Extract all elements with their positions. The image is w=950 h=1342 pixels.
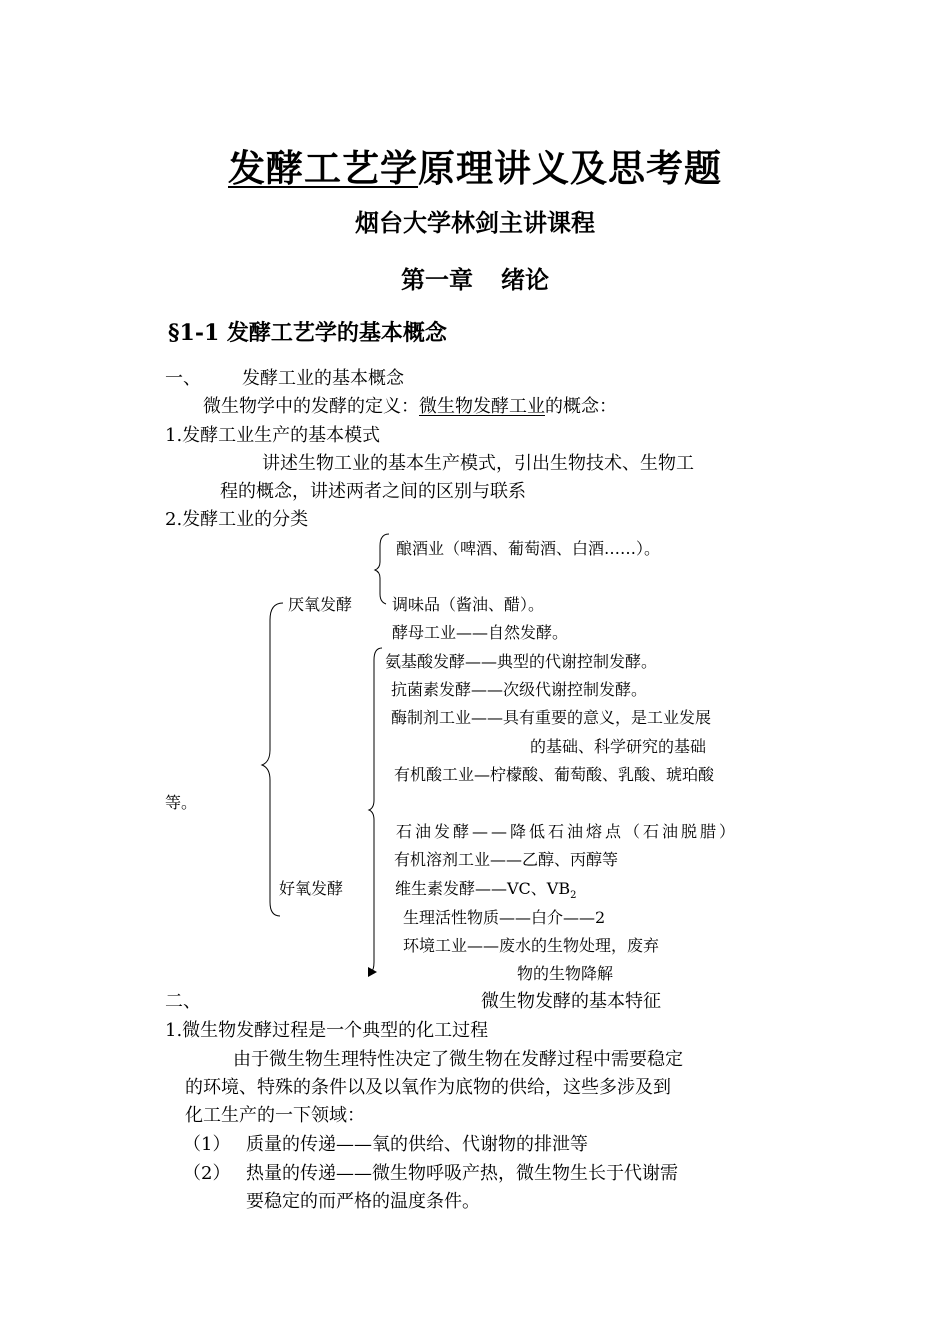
definition-underlined: 微生物发酵工业 <box>419 396 545 417</box>
anaerobic-label: 厌氧发酵 <box>288 595 353 614</box>
part1-heading: 发酵工业的基本概念 <box>242 368 404 389</box>
list-item-2-line1: 热量的传递——微生物呼吸产热，微生物生长于代谢需 <box>246 1163 678 1184</box>
tree-item-amino-acid: 氨基酸发酵——典型的代谢控制发酵。 <box>385 652 658 671</box>
tree-item-organic-acids: 有机酸工业—柠檬酸、葡萄酸、乳酸、琥珀酸 <box>394 765 715 784</box>
tree-item-organic-acids-cont: 等。 <box>165 793 198 812</box>
aerobic-brace <box>369 648 382 972</box>
definition-tail: 的概念： <box>545 396 617 417</box>
title-rest: 原理讲义及思考题 <box>418 146 722 190</box>
list-item-1-number: （1） <box>183 1134 231 1155</box>
tree-item-petroleum: 石油发酵——降低石油熔点（石油脱腊） <box>396 822 739 841</box>
part1-number: 一、 <box>165 368 201 389</box>
tree-item-yeast: 酵母工业——自然发酵。 <box>392 623 569 642</box>
part1-item1-line2: 程的概念，讲述两者之间的区别与联系 <box>220 481 526 502</box>
vitamins-subscript: 2 <box>570 890 577 902</box>
tree-item-brewing: 酿酒业（啤酒、葡萄酒、白酒……）。 <box>396 539 661 558</box>
title-underlined: 发酵工艺学 <box>228 146 418 190</box>
tree-item-enzymes-cont: 的基础、科学研究的基础 <box>530 737 707 756</box>
part1-item2: 2.发酵工业的分类 <box>165 509 309 530</box>
subtitle: 烟台大学林剑主讲课程 <box>355 208 595 237</box>
tree-item-vitamins <box>395 876 577 901</box>
aerobic-label: 好氧发酵 <box>279 879 344 898</box>
tree-item-condiments: 调味品（酱油、醋）。 <box>392 595 545 614</box>
chapter-number: 第一章 <box>401 265 473 294</box>
part1-item1-line1: 讲述生物工业的基本生产模式，引出生物技术、生物工 <box>262 453 694 474</box>
list-item-2-number: （2） <box>183 1163 231 1184</box>
tree-item-antibiotics: 抗菌素发酵——次级代谢控制发酵。 <box>391 680 648 699</box>
outer-brace <box>262 603 283 916</box>
section-heading: §1-1 发酵工艺学的基本概念 <box>168 320 447 346</box>
definition-text: 微生物学中的发酵的定义： <box>203 396 419 417</box>
part2-heading: 微生物发酵的基本特征 <box>481 991 661 1012</box>
tree-item-environment: 环境工业——废水的生物处理，废弃 <box>403 936 660 955</box>
tree-item-bioactive: 生理活性物质——白介——2 <box>403 908 606 927</box>
vitamins-text: 维生素发酵——VC、VB <box>395 879 571 898</box>
arrow-icon <box>368 967 377 977</box>
part2-paragraph-line2: 的环境、特殊的条件以及以氧作为底物的供给，这些多涉及到 <box>185 1077 671 1098</box>
part2-item1: 1.微生物发酵过程是一个典型的化工过程 <box>165 1020 489 1041</box>
part2-paragraph-line1: 由于微生物生理特性决定了微生物在发酵过程中需要稳定 <box>233 1049 683 1070</box>
tree-item-solvents: 有机溶剂工业——乙醇、丙醇等 <box>394 850 619 869</box>
anaerobic-brace <box>375 534 389 604</box>
part2-paragraph-line3: 化工生产的一下领域： <box>185 1105 365 1126</box>
list-item-2-line2: 要稳定的而严格的温度条件。 <box>246 1191 480 1212</box>
tree-item-enzymes: 酶制剂工业——具有重要的意义，是工业发展 <box>391 708 712 727</box>
list-item-1: 质量的传递——氧的供给、代谢物的排泄等 <box>246 1134 588 1155</box>
chapter-name: 绪论 <box>501 265 549 294</box>
part2-number: 二、 <box>165 991 201 1012</box>
part1-item1: 1.发酵工业生产的基本模式 <box>165 425 381 446</box>
tree-item-environment-cont: 物的生物降解 <box>517 964 614 983</box>
